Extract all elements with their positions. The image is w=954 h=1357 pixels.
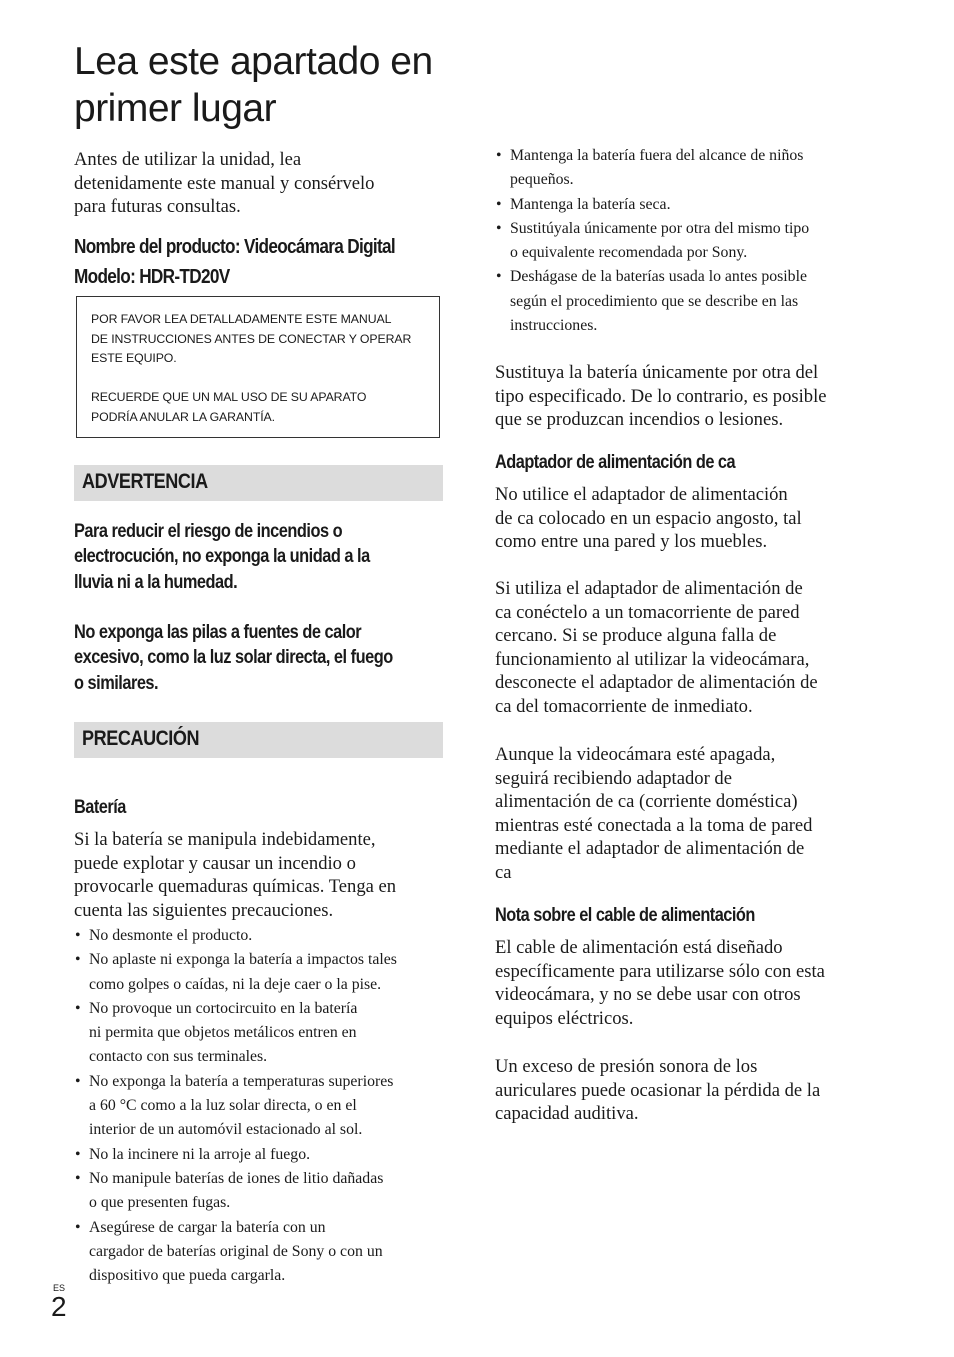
notice-box <box>76 296 440 438</box>
page-title <box>74 38 494 132</box>
list-item: • No desmonte el producto. <box>74 924 454 948</box>
product-model: Modelo: HDR-TD20V <box>74 265 230 288</box>
warning-paragraph-2: No exponga las pilas a fuentes de calor excesivo, como la luz solar directa, el fuego o similares. <box>74 621 393 694</box>
bateria-paragraph: Si la batería se manipula indebidamente, puede explotar y causar un incendio o provocarle quemaduras químicas. Tenga en cuenta las siguientes precauciones. <box>74 829 397 921</box>
list-item: • No aplaste ni exponga la batería a impactos tales como golpes o caídas, ni la deje caer o la pise. <box>74 948 454 997</box>
list-item: • Mantenga la batería fuera del alcance de niños pequeños. <box>495 144 875 193</box>
list-item: • No manipule baterías de iones de litio dañadas o que presenten fugas. <box>74 1167 454 1216</box>
cable-paragraph-1: El cable de alimentación está diseñado específicamente para utilizarse sólo con esta videocámara, y no se debe usar con otros equipos eléctricos. <box>495 937 825 1029</box>
cable-paragraph-2: Un exceso de presión sonora de los auriculares puede ocasionar la pérdida de la capacidad auditiva. <box>495 1056 821 1125</box>
intro-paragraph: Antes de utilizar la unidad, lea detenidamente este manual y consérvelo para futuras consultas. <box>74 149 375 218</box>
list-item: • No exponga la batería a temperaturas superiores a 60 °C como a la luz solar directa, o en el interior de un automóvil estacionado al sol. <box>74 1070 454 1143</box>
list-item: • Mantenga la batería seca. <box>495 193 875 217</box>
language-code: ES <box>53 1283 66 1293</box>
page-title-line2: primer lugar <box>74 87 277 130</box>
product-info <box>74 233 395 292</box>
notice-paragraph-1: POR FAVOR LEA DETALLADAMENTE ESTE MANUAL DE INSTRUCCIONES ANTES DE CONECTAR Y OPERAR ESTE EQUIPO. <box>91 312 412 366</box>
list-item: • No la incinere ni la arroje al fuego. <box>74 1143 454 1167</box>
subheading-adaptador: Adaptador de alimentación de ca <box>495 452 736 473</box>
subheading-cable: Nota sobre el cable de alimentación <box>495 905 755 926</box>
product-name: Nombre del producto: Videocámara Digital <box>74 236 396 258</box>
notice-paragraph-2: RECUERDE QUE UN MAL USO DE SU APARATO PODRÍA ANULAR LA GARANTÍA. <box>91 390 367 424</box>
subheading-bateria: Batería <box>74 797 126 818</box>
list-item: • Asegúrese de cargar la batería con un cargador de baterías original de Sony o con un dispositivo que pueda cargarla. <box>74 1216 454 1289</box>
list-item: • Deshágase de la baterías usada lo antes posible según el procedimiento que se describe en las instrucciones. <box>495 265 875 338</box>
bateria-bullet-list <box>74 924 454 1288</box>
list-item: • No provoque un cortocircuito en la batería ni permita que objetos metálicos entren en contacto con sus terminales. <box>74 997 454 1070</box>
section-heading-advertencia: ADVERTENCIA <box>74 465 443 501</box>
adaptador-paragraph-2: Si utiliza el adaptador de alimentación de ca conéctelo a un tomacorriente de pared cercano. Si se produce alguna falla de funcionamiento al utilizar la videocámara, desconecte el adaptador de alimentación de ca del tomacorriente de inmediato. <box>495 578 818 717</box>
page-number: 2 <box>51 1291 67 1322</box>
bateria-bullet-list-continued <box>495 144 875 338</box>
warning-paragraph-1: Para reducir el riesgo de incendios o electrocución, no exponga la unidad a la lluvia ni a la humedad. <box>74 520 370 593</box>
list-item: • Sustitúyala únicamente por otra del mismo tipo o equivalente recomendada por Sony. <box>495 217 875 266</box>
adaptador-paragraph-3: Aunque la videocámara esté apagada, seguirá recibiendo adaptador de alimentación de ca (corriente doméstica) mientras esté conectada a la toma de pared mediante el adaptador de alimentación de ca <box>495 744 813 883</box>
section-heading-precaucion: PRECAUCIÓN <box>74 722 443 758</box>
adaptador-paragraph-1: No utilice el adaptador de alimentación de ca colocado en un espacio angosto, tal como entre una pared y los muebles. <box>495 484 802 553</box>
page-title-line1: Lea este apartado en <box>74 40 433 83</box>
sustituya-paragraph: Sustituya la batería únicamente por otra del tipo especificado. De lo contrario, es posible que se produzcan incendios o lesiones. <box>495 362 827 431</box>
